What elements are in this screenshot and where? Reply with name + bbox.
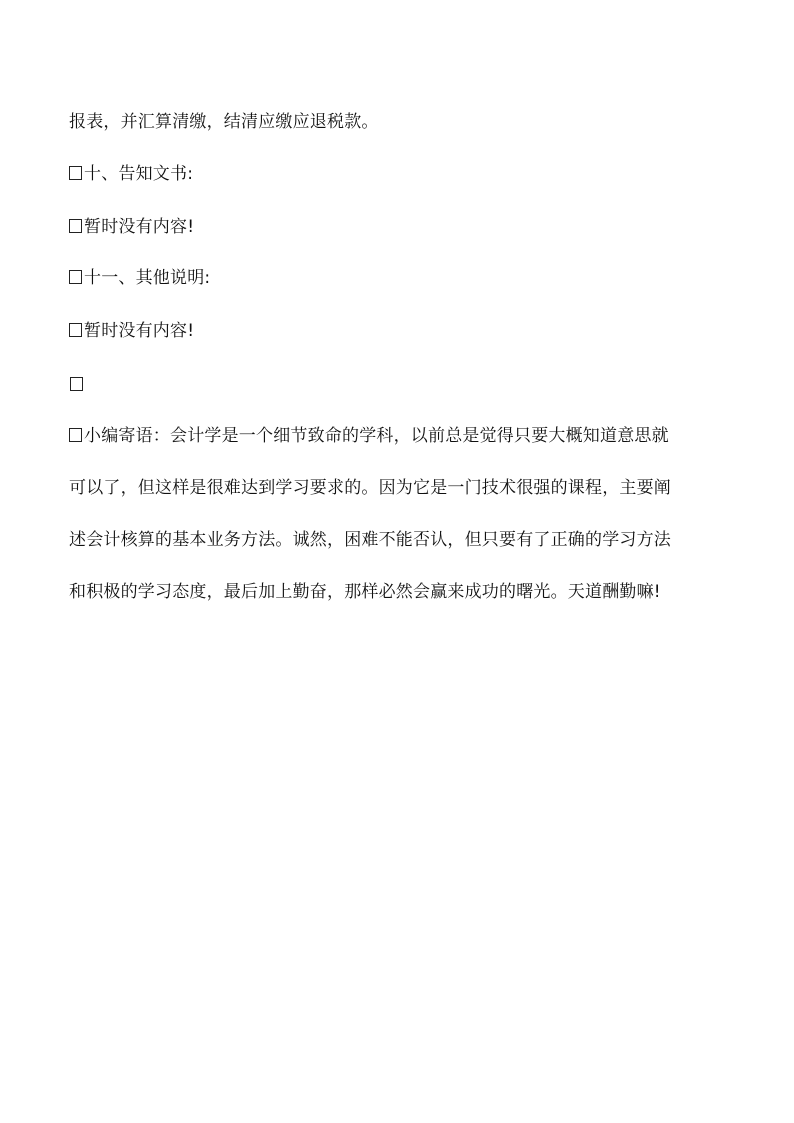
editor-note-line: [69, 529, 729, 551]
checkbox-icon: [69, 323, 82, 337]
checkbox-icon: [69, 219, 82, 233]
editor-note-line: [69, 477, 729, 499]
editor-note-line: [69, 581, 729, 603]
editor-note-text: 述会计核算的基本业务方法。诚然，困难不能否认，但只要有了正确的学习方法: [69, 530, 671, 550]
editor-note-text: 可以了，但这样是很难达到学习要求的。因为它是一门技术很强的课程，主要阐: [69, 478, 671, 498]
editor-note-text: 和积极的学习态度，最后加上勤奋，那样必然会赢来成功的曙光。天道酬勤嘛!: [69, 582, 661, 602]
editor-note-paragraph: [69, 425, 729, 603]
checkbox-icon: [69, 270, 82, 284]
section-content-text: 暂时没有内容!: [84, 217, 195, 237]
checkbox-icon: [70, 377, 83, 391]
editor-note-line: [69, 425, 729, 447]
checkbox-icon: [69, 166, 82, 180]
section-11-heading: [69, 267, 210, 289]
checkbox-icon: [69, 428, 82, 442]
section-content-text: 暂时没有内容!: [84, 321, 195, 341]
section-11-content: [69, 320, 194, 342]
section-heading-text: 十、告知文书:: [84, 164, 194, 184]
section-heading-text: 十一、其他说明:: [84, 268, 211, 288]
continued-text: 报表，并汇算清缴，结清应缴应退税款。: [69, 112, 379, 132]
section-10-heading: [69, 163, 193, 185]
editor-note-text: 小编寄语：会计学是一个细节致命的学科，以前总是觉得只要大概知道意思就: [84, 426, 669, 446]
text-line: [69, 111, 379, 133]
section-10-content: [69, 216, 194, 238]
